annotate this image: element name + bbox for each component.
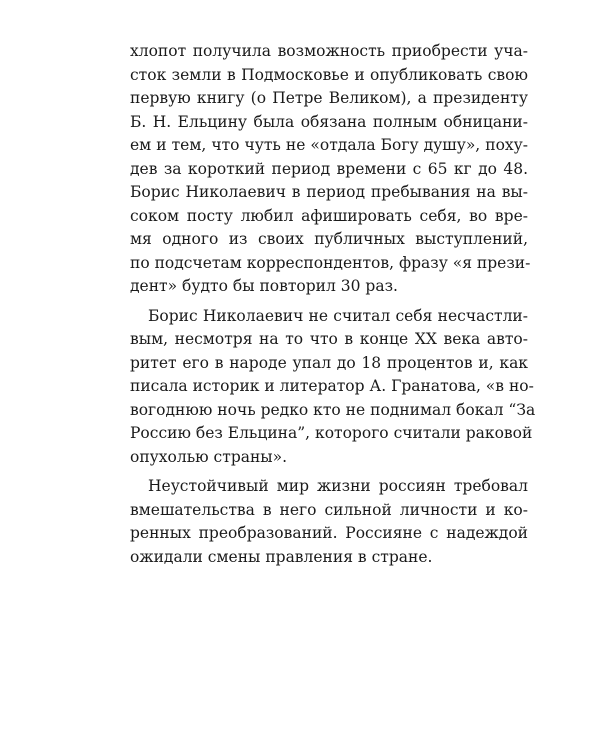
text-line: Б. Н. Ельцину была обязана полным обницани- xyxy=(130,112,528,131)
text-line: Россию без Ельцина”, которого считали раковой xyxy=(130,424,533,442)
text-line: Неустойчивый мир жизни россиян требовал xyxy=(148,477,528,495)
text-line: вогоднюю ночь редко кто не поднимал бокал “За xyxy=(130,400,536,419)
paragraph-1 xyxy=(130,40,531,299)
text-line: мя одного из своих публичных выступлений, xyxy=(130,230,528,248)
text-line: хлопот получила возможность приобрести уча- xyxy=(130,42,528,60)
text-line: Борис Николаевич в период пребывания на вы- xyxy=(130,183,528,201)
text-line: ем и тем, что чуть не «отдала Богу душу», поху- xyxy=(130,136,528,154)
text-line: Борис Николаевич не считал себя несчастли- xyxy=(148,306,528,325)
text-line: по подсчетам корреспондентов, фразу «я прези- xyxy=(130,253,531,272)
text-line: дев за короткий период времени с 65 кг до 48. xyxy=(130,159,528,178)
text-line: вым, несмотря на то что в конце XX века авто- xyxy=(130,330,528,348)
text-line: соком посту любил афишировать себя, во вре- xyxy=(130,206,528,225)
paragraph-3 xyxy=(130,475,528,569)
text-line: сток земли в Подмосковье и опубликовать свою xyxy=(130,65,528,84)
text-line: вмешательства в него сильной личности и ко- xyxy=(130,500,528,519)
text-line: опухолью страны». xyxy=(130,447,288,466)
text-line: первую книгу (о Петре Великом), а президенту xyxy=(130,89,528,107)
body-text xyxy=(130,40,536,569)
text-line: дент» будто бы повторил 30 раз. xyxy=(130,277,398,295)
text-line: писала историк и литератор А. Гранатова, «в но- xyxy=(130,377,534,395)
text-line: ритет его в народе упал до 18 процентов и, как xyxy=(130,353,528,372)
paragraph-2 xyxy=(130,305,536,470)
text-line: ренных преобразований. Россияне с надеждой xyxy=(130,524,528,542)
text-line: ожидали смены правления в стране. xyxy=(130,547,433,566)
